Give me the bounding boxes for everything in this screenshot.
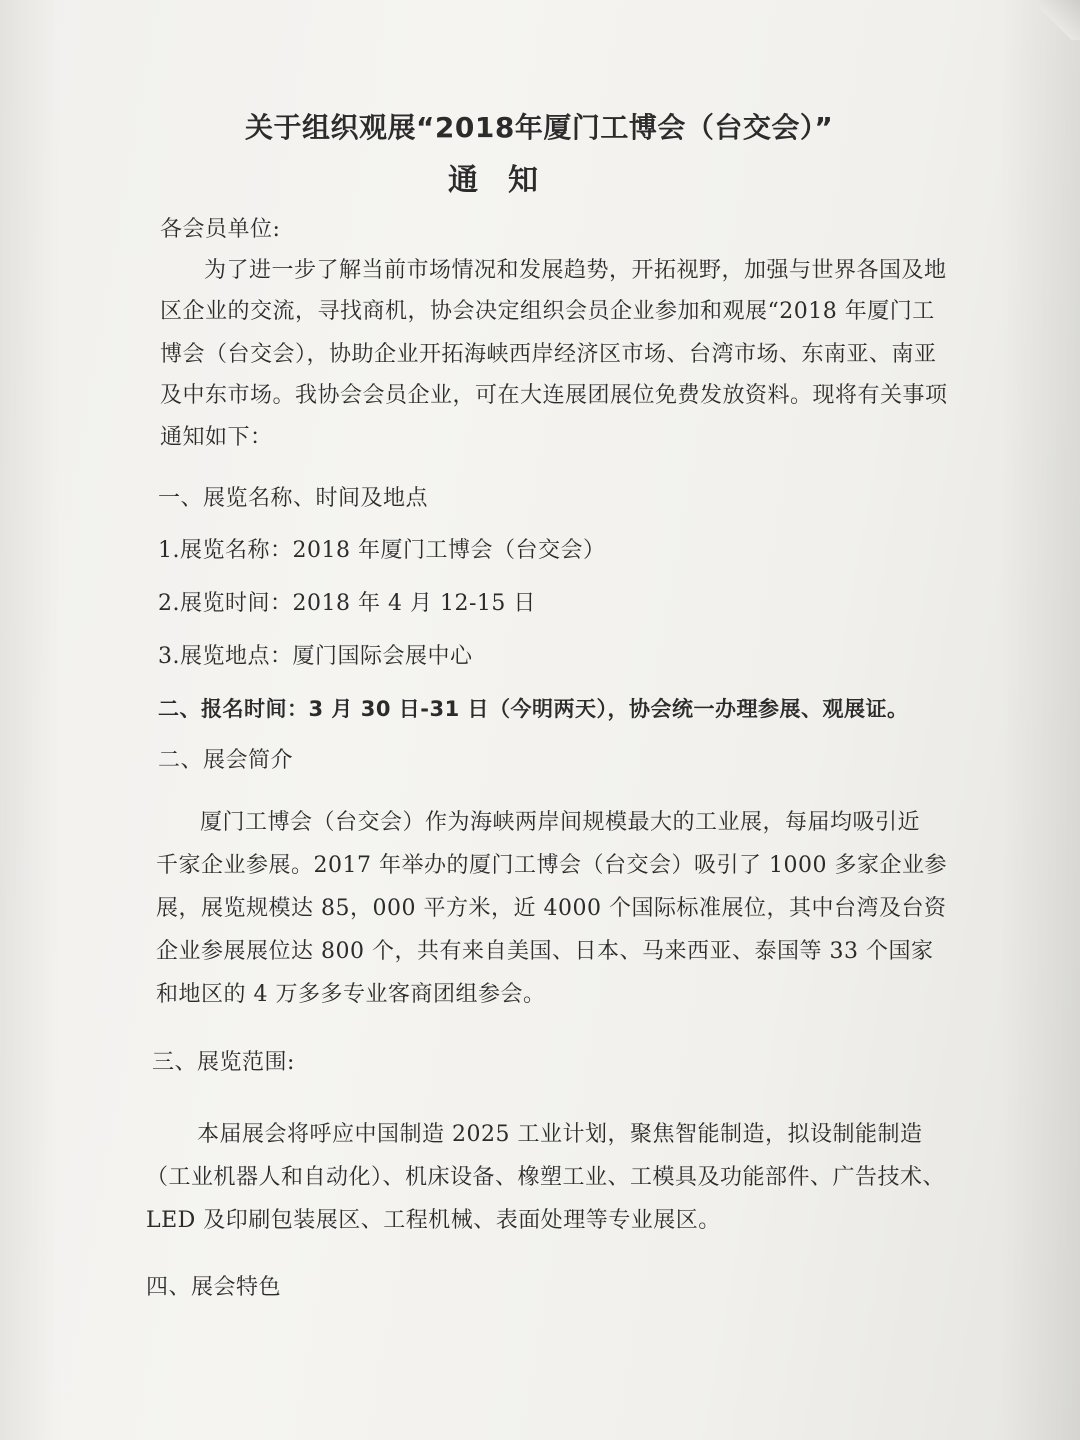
salutation: 各会员单位: [160, 217, 281, 242]
intro2-line-1: 厦门工博会（台交会）作为海峡两岸间规模最大的工业展，每届均吸引近 [200, 810, 921, 835]
registration-time: 二、报名时间：3 月 30 日-31 日（今明两天），协会统一办理参展、观展证。 [158, 697, 909, 721]
intro2-line-2: 千家企业参展。2017 年举办的厦门工博会（台交会）吸引了 1000 多家企业参 [156, 853, 947, 878]
section-heading-4: 四、展会特色 [146, 1275, 282, 1300]
section-heading-3: 三、展览范围: [152, 1050, 295, 1075]
intro-line-1: 为了进一步了解当前市场情况和发展趋势，开拓视野，加强与世界各国及地 [204, 258, 947, 283]
exhibition-name: 1.展览名称：2018 年厦门工博会（台交会） [158, 538, 606, 563]
intro2-line-3: 展，展览规模达 85，000 平方米，近 4000 个国际标准展位，其中台湾及台资 [156, 896, 947, 921]
intro2-line-4: 企业参展展位达 800 个，共有来自美国、日本、马来西亚、泰国等 33 个国家 [156, 939, 934, 964]
intro-line-5: 通知如下： [160, 425, 273, 450]
notice-title: 关于组织观展“2018年厦门工博会（台交会）” [245, 111, 834, 144]
section-heading-2: 二、展会简介 [158, 748, 294, 773]
scope-line-1: 本届展会将呼应中国制造 2025 工业计划，聚焦智能制造，拟设制能制造 [197, 1122, 923, 1147]
intro-line-4: 及中东市场。我协会会员企业，可在大连展团展位免费发放资料。现将有关事项 [160, 383, 948, 408]
scope-line-2: （工业机器人和自动化）、机床设备、橡塑工业、工模具及功能部件、广告技术、 [146, 1165, 946, 1190]
exhibition-venue: 3.展览地点：厦门国际会展中心 [158, 644, 473, 669]
intro2-line-5: 和地区的 4 万多多专业客商团组参会。 [156, 982, 546, 1007]
intro-line-2: 区企业的交流，寻找商机，协会决定组织会员企业参加和观展“2018 年厦门工 [160, 299, 935, 324]
notice-subtitle: 通知 [448, 163, 568, 198]
section-heading-1: 一、展览名称、时间及地点 [158, 486, 429, 511]
intro-line-3: 博会（台交会），协助企业开拓海峡西岸经济区市场、台湾市场、东南亚、南亚 [160, 342, 937, 367]
exhibition-time: 2.展览时间：2018 年 4 月 12-15 日 [158, 591, 536, 616]
scope-line-3: LED 及印刷包装展区、工程机械、表面处理等专业展区。 [146, 1208, 721, 1233]
